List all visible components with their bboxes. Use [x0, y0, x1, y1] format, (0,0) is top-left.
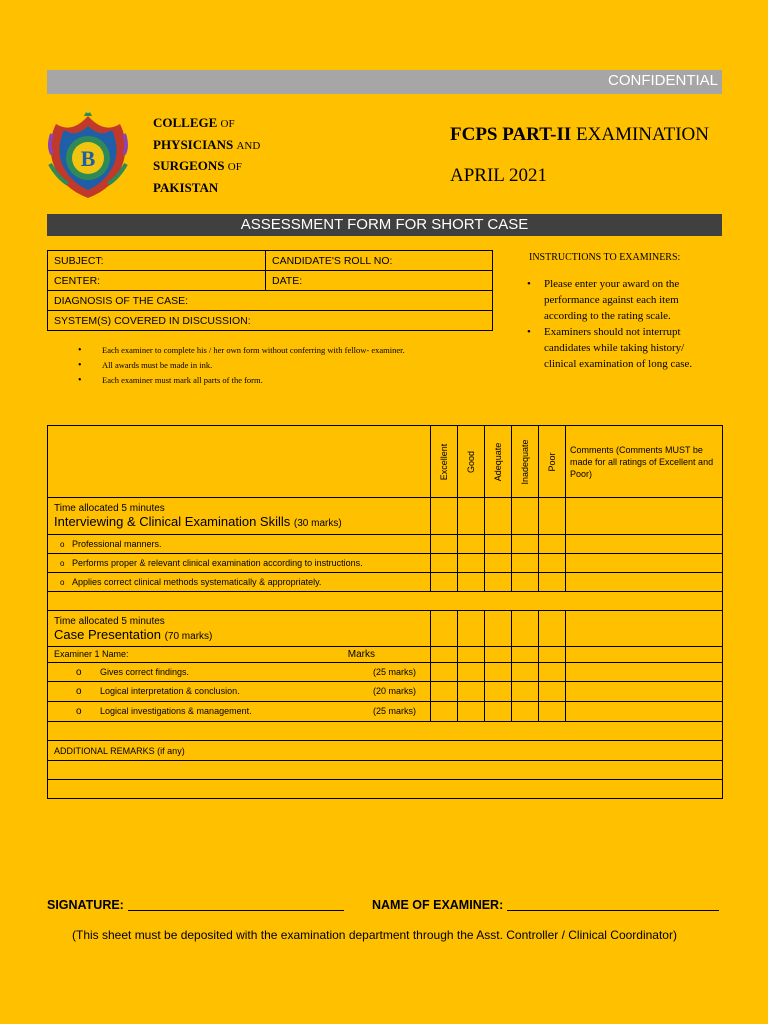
rating-cell[interactable]: [431, 647, 458, 663]
rating-cell[interactable]: [539, 498, 566, 535]
item-text: Professional manners.: [72, 539, 162, 549]
section2-title: Case Presentation: [54, 626, 161, 642]
section1-label: [48, 498, 431, 535]
rating-cell[interactable]: [431, 682, 458, 702]
section2-time: Time allocated 5 minutes: [54, 615, 165, 627]
item-marks: (25 marks): [372, 706, 416, 716]
rating-cell[interactable]: [458, 647, 485, 663]
systems-field[interactable]: SYSTEM(S) COVERED IN DISCUSSION:: [48, 311, 493, 331]
examiner-name-line[interactable]: [507, 910, 719, 911]
comments-head: Comments (Comments MUST be made for all ratings of Excellent and Poor): [566, 426, 723, 498]
circle-bullet-icon: o: [76, 706, 82, 717]
item-text: Gives correct findings.: [100, 666, 190, 677]
examiner-name-row[interactable]: [48, 647, 431, 663]
section1-item: [48, 554, 431, 573]
rating-cell[interactable]: [458, 535, 485, 554]
rating-cell[interactable]: [539, 573, 566, 592]
footer-note: (This sheet must be deposited with the examination department through the Asst. Controller / Clinical Coordinator): [72, 928, 677, 942]
comment-cell[interactable]: [566, 535, 723, 554]
college-name: [153, 113, 260, 197]
comment-cell[interactable]: [566, 663, 723, 682]
instructions-title: INSTRUCTIONS TO EXAMINERS:: [529, 252, 681, 263]
rating-cell[interactable]: [485, 647, 512, 663]
rating-cell[interactable]: [539, 663, 566, 682]
rating-cell[interactable]: [431, 663, 458, 682]
rule-item: • Each examiner must mark all parts of the form.: [78, 373, 405, 388]
exam-date: APRIL 2021: [450, 165, 547, 186]
exam-title-rest: EXAMINATION: [576, 124, 709, 145]
college-line: COLLEGE: [153, 115, 218, 130]
diagnosis-field[interactable]: DIAGNOSIS OF THE CASE:: [48, 291, 493, 311]
rating-cell[interactable]: [512, 702, 539, 722]
roll-no-field[interactable]: CANDIDATE'S ROLL NO:: [266, 251, 493, 271]
comment-cell[interactable]: [566, 647, 723, 663]
college-logo: [46, 104, 130, 202]
rating-head-excellent: [431, 426, 458, 498]
spacer-row: [48, 592, 723, 611]
confidential-label: CONFIDENTIAL: [607, 72, 718, 89]
svg-text:B: B: [80, 146, 96, 171]
rating-cell[interactable]: [485, 611, 512, 647]
circle-bullet-icon: o: [60, 559, 65, 568]
college-line-small: OF: [220, 118, 235, 130]
circle-bullet-icon: o: [60, 578, 65, 587]
exam-title-bold: FCPS PART-II: [450, 124, 572, 145]
spacer-row: [48, 722, 723, 741]
center-field[interactable]: CENTER:: [48, 271, 266, 291]
rating-label: Adequate: [493, 442, 503, 481]
rating-cell[interactable]: [431, 573, 458, 592]
rating-cell[interactable]: [485, 573, 512, 592]
rating-cell[interactable]: [458, 573, 485, 592]
remarks-line[interactable]: [48, 761, 723, 780]
rating-cell[interactable]: [485, 535, 512, 554]
signature-line[interactable]: [128, 910, 344, 911]
section1-item: [48, 535, 431, 554]
rating-cell[interactable]: [512, 647, 539, 663]
rating-cell[interactable]: [539, 535, 566, 554]
rating-cell[interactable]: [539, 682, 566, 702]
rating-cell[interactable]: [458, 611, 485, 647]
rating-cell[interactable]: [485, 702, 512, 722]
rating-label: Excellent: [439, 443, 449, 480]
section1-item: [48, 573, 431, 592]
section1-title: Interviewing & Clinical Examination Skills: [54, 514, 291, 529]
rating-label: Inadequate: [520, 438, 530, 485]
comment-cell[interactable]: [566, 554, 723, 573]
rating-cell[interactable]: [512, 554, 539, 573]
instructions-list: [527, 276, 717, 372]
rating-cell[interactable]: [431, 498, 458, 535]
exam-title: [450, 124, 709, 146]
rating-cell[interactable]: [512, 682, 539, 702]
rating-cell[interactable]: [431, 535, 458, 554]
rating-cell[interactable]: [485, 682, 512, 702]
examiner-name-footer-label: NAME OF EXAMINER:: [372, 898, 504, 912]
item-text: Performs proper & relevant clinical examination according to instructions.: [72, 558, 363, 568]
rating-cell[interactable]: [458, 663, 485, 682]
signature-label: SIGNATURE:: [47, 898, 124, 912]
section2-item: [48, 702, 431, 722]
instruction-item: • Please enter your award on the performance against each item according to the rating scale.: [527, 276, 717, 324]
college-line: PAKISTAN: [153, 179, 219, 195]
circle-bullet-icon: o: [76, 686, 82, 697]
college-line-small: AND: [236, 139, 261, 152]
comment-cell[interactable]: [566, 573, 723, 592]
header-blank-cell: [48, 426, 431, 498]
rating-head-poor: [539, 426, 566, 498]
rating-cell[interactable]: [431, 611, 458, 647]
rating-cell[interactable]: [539, 554, 566, 573]
confidential-bar: [47, 70, 722, 94]
signature-field[interactable]: [47, 898, 344, 912]
remarks-label: ADDITIONAL REMARKS (if any): [48, 741, 723, 761]
rule-item: • All awards must be made in ink.: [78, 358, 405, 373]
rating-head-inadequate: [512, 426, 539, 498]
rating-cell[interactable]: [539, 702, 566, 722]
rules-list: [78, 343, 405, 388]
comment-cell[interactable]: [566, 611, 723, 647]
rating-label: Poor: [547, 451, 557, 472]
rating-cell[interactable]: [512, 573, 539, 592]
rating-cell[interactable]: [485, 554, 512, 573]
comment-cell[interactable]: [566, 702, 723, 722]
circle-bullet-icon: o: [76, 666, 82, 678]
date-field[interactable]: DATE:: [266, 271, 493, 291]
rating-cell[interactable]: [512, 498, 539, 535]
item-marks: (20 marks): [372, 686, 416, 696]
comment-cell[interactable]: [566, 498, 723, 535]
candidate-info-table: [47, 250, 493, 331]
item-text: Applies correct clinical methods systematically & appropriately.: [72, 577, 322, 587]
rating-cell[interactable]: [512, 663, 539, 682]
circle-bullet-icon: o: [60, 540, 65, 549]
item-text: Logical interpretation & conclusion.: [100, 686, 240, 696]
assessment-table: [47, 425, 723, 799]
rating-cell[interactable]: [431, 702, 458, 722]
section1-time: Time allocated 5 minutes: [54, 503, 165, 514]
section1-marks: (30 marks): [293, 518, 342, 529]
examiner-name-label: Examiner 1 Name:: [54, 649, 129, 659]
rating-cell[interactable]: [512, 611, 539, 647]
remarks-line[interactable]: [48, 780, 723, 799]
rule-item: • Each examiner to complete his / her own form without conferring with fellow- examiner.: [78, 343, 405, 358]
item-text: Logical investigations & management.: [100, 706, 252, 716]
instruction-item: • Examiners should not interrupt candidates while taking history/ clinical examination of long case.: [527, 324, 717, 372]
rating-label: Good: [466, 450, 476, 473]
rating-cell[interactable]: [539, 611, 566, 647]
section2-label: [48, 611, 431, 647]
marks-label: Marks: [347, 649, 375, 660]
college-line: SURGEONS: [153, 158, 225, 173]
section2-marks: (70 marks): [164, 630, 213, 642]
rating-head-adequate: [485, 426, 512, 498]
subject-field[interactable]: SUBJECT:: [48, 251, 266, 271]
rating-head-good: [458, 426, 485, 498]
rating-cell[interactable]: [458, 554, 485, 573]
college-line: PHYSICIANS: [153, 136, 234, 152]
comment-cell[interactable]: [566, 682, 723, 702]
college-line-small: OF: [227, 161, 242, 173]
rating-cell[interactable]: [485, 498, 512, 535]
rating-cell[interactable]: [485, 663, 512, 682]
rating-cell[interactable]: [458, 682, 485, 702]
rating-cell[interactable]: [458, 498, 485, 535]
rating-cell[interactable]: [539, 647, 566, 663]
rating-cell[interactable]: [512, 535, 539, 554]
form-title: ASSESSMENT FORM FOR SHORT CASE: [47, 214, 722, 236]
section2-item: [48, 663, 431, 682]
item-marks: (25 marks): [372, 666, 416, 677]
rating-cell[interactable]: [458, 702, 485, 722]
examiner-name-field[interactable]: [372, 898, 719, 912]
section2-item: [48, 682, 431, 702]
rating-cell[interactable]: [431, 554, 458, 573]
